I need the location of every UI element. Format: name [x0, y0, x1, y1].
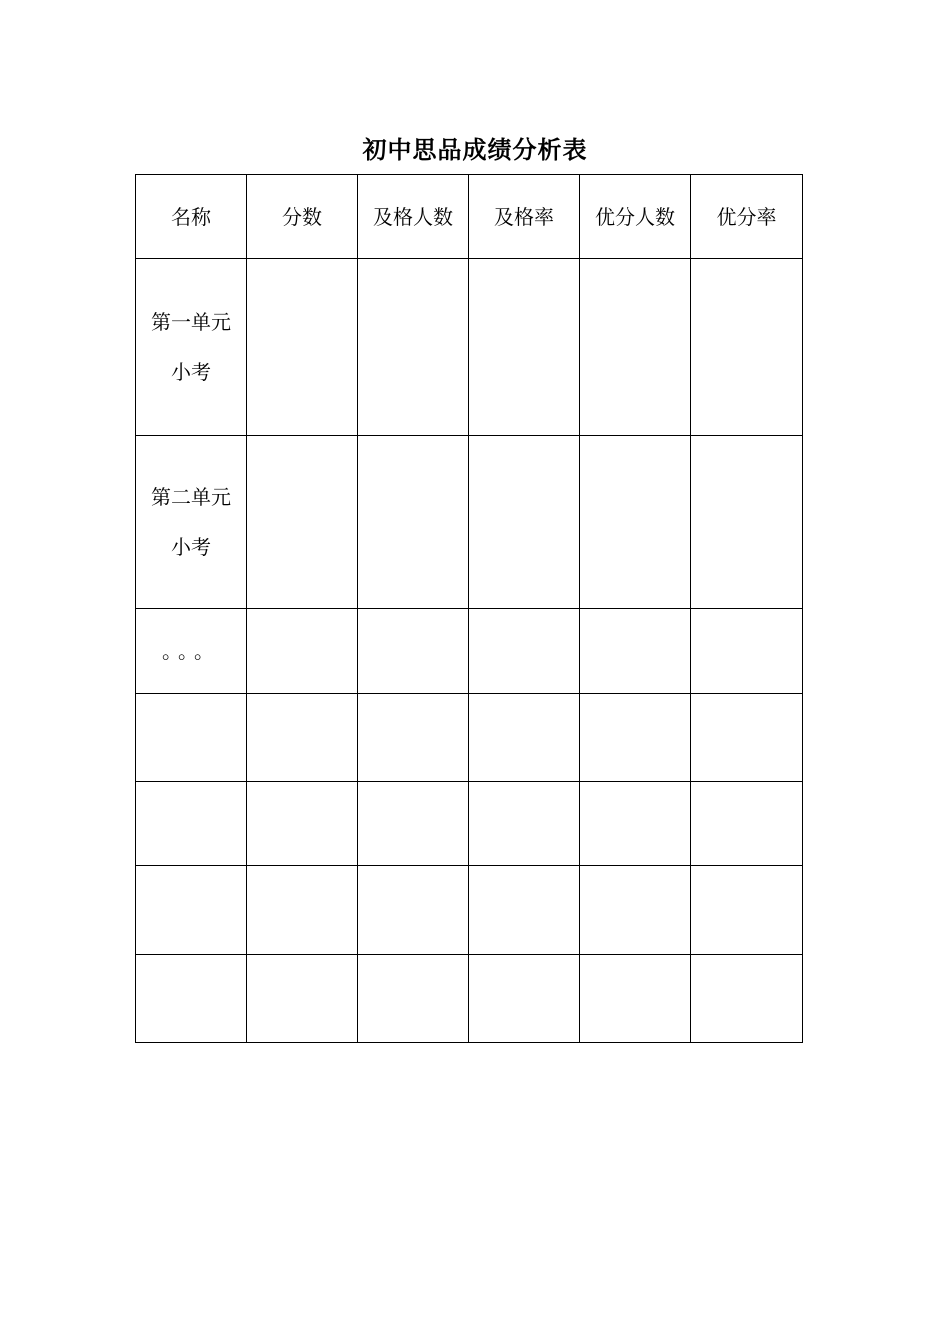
row-name-cell[interactable]: [136, 782, 247, 866]
score-cell[interactable]: [247, 259, 358, 436]
score-cell[interactable]: [247, 955, 358, 1043]
pass-rate-cell[interactable]: [469, 866, 580, 955]
excellent-count-cell[interactable]: [580, 259, 691, 436]
pass-count-cell[interactable]: [358, 866, 469, 955]
pass-rate-cell[interactable]: [469, 782, 580, 866]
row-name-cell: [136, 436, 247, 609]
excellent-count-cell[interactable]: [580, 955, 691, 1043]
table-row: [136, 955, 803, 1043]
excellent-rate-cell[interactable]: [691, 866, 803, 955]
row-name-line: 第一单元: [151, 310, 231, 334]
score-cell[interactable]: [247, 782, 358, 866]
pass-count-cell[interactable]: [358, 436, 469, 609]
header-name: 名称: [136, 175, 247, 259]
score-cell[interactable]: [247, 866, 358, 955]
excellent-rate-cell[interactable]: [691, 259, 803, 436]
pass-rate-cell[interactable]: [469, 955, 580, 1043]
pass-rate-cell[interactable]: [469, 259, 580, 436]
row-name-cell[interactable]: [136, 866, 247, 955]
pass-count-cell[interactable]: [358, 259, 469, 436]
score-cell[interactable]: [247, 436, 358, 609]
excellent-rate-cell[interactable]: [691, 609, 803, 694]
pass-rate-cell[interactable]: [469, 609, 580, 694]
row-name-cell[interactable]: [136, 694, 247, 782]
header-excellent-rate: 优分率: [691, 175, 803, 259]
table-row: [136, 782, 803, 866]
row-name-cell[interactable]: [136, 955, 247, 1043]
pass-count-cell[interactable]: [358, 955, 469, 1043]
table-row: [136, 259, 803, 436]
header-score: 分数: [247, 175, 358, 259]
excellent-count-cell[interactable]: [580, 436, 691, 609]
table-row: [136, 609, 803, 694]
score-cell[interactable]: [247, 694, 358, 782]
excellent-count-cell[interactable]: [580, 782, 691, 866]
row-name-cell: [136, 259, 247, 436]
pass-rate-cell[interactable]: [469, 694, 580, 782]
row-name-cell: 。。。: [136, 609, 247, 694]
header-pass-rate: 及格率: [469, 175, 580, 259]
table-row: [136, 866, 803, 955]
pass-count-cell[interactable]: [358, 694, 469, 782]
pass-count-cell[interactable]: [358, 609, 469, 694]
score-cell[interactable]: [247, 609, 358, 694]
excellent-rate-cell[interactable]: [691, 436, 803, 609]
document-title: 初中思品成绩分析表: [362, 135, 588, 164]
score-analysis-table: [135, 174, 803, 1043]
row-name-line: 小考: [171, 535, 211, 559]
excellent-rate-cell[interactable]: [691, 694, 803, 782]
table-header-row: [136, 175, 803, 259]
excellent-count-cell[interactable]: [580, 609, 691, 694]
pass-count-cell[interactable]: [358, 782, 469, 866]
excellent-rate-cell[interactable]: [691, 782, 803, 866]
excellent-count-cell[interactable]: [580, 866, 691, 955]
row-name-line: 小考: [171, 360, 211, 384]
excellent-rate-cell[interactable]: [691, 955, 803, 1043]
excellent-count-cell[interactable]: [580, 694, 691, 782]
header-pass-count: 及格人数: [358, 175, 469, 259]
table-row: [136, 436, 803, 609]
table-row: [136, 694, 803, 782]
pass-rate-cell[interactable]: [469, 436, 580, 609]
header-excellent-count: 优分人数: [580, 175, 691, 259]
row-name-line: 第二单元: [151, 485, 231, 509]
